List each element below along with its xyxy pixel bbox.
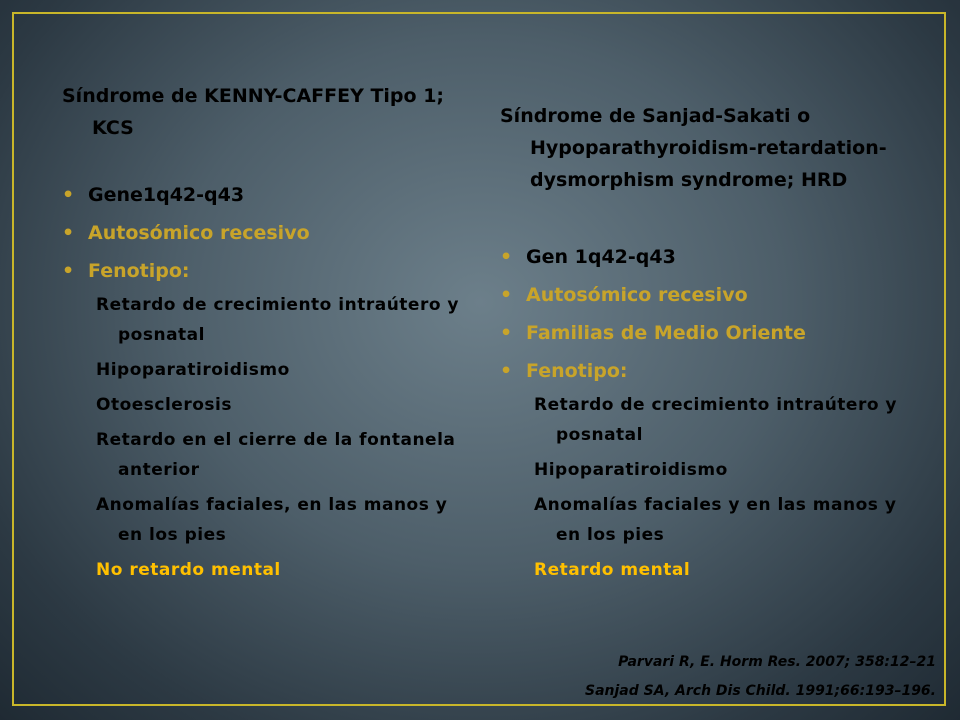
left-bullet-gene: • Gene1q42-q43 <box>62 176 462 214</box>
right-phenotype-item: Retardo de crecimiento intraútero y posnatal <box>534 395 898 445</box>
left-phenotype-item: Otoesclerosis <box>96 395 232 415</box>
left-bullet-phenotype: • Fenotipo: <box>62 252 462 290</box>
right-phenotype-item: Anomalías faciales y en las manos y en los pies <box>534 495 897 545</box>
right-bullet-families: • Familias de Medio Oriente <box>500 314 910 352</box>
right-bullet-gene: • Gen 1q42-q43 <box>500 238 910 276</box>
references <box>585 648 936 706</box>
left-phenotype-item: Hipoparatiroidismo <box>96 360 290 380</box>
left-phenotype-highlight: No retardo mental <box>96 560 281 580</box>
right-phenotype-item: Hipoparatiroidismo <box>534 460 728 480</box>
left-phenotype-item: Anomalías faciales, en las manos y en los pies <box>96 495 448 545</box>
right-bullet-list <box>500 238 910 390</box>
left-column <box>62 80 462 590</box>
reference-item: Parvari R, E. Horm Res. 2007; 358:12–21 <box>618 654 936 670</box>
right-title: Síndrome de Sanjad-Sakati o Hypoparathyroidism-retardation-dysmorphism syndrome; HRD <box>500 105 887 191</box>
right-bullet-phenotype: • Fenotipo: <box>500 352 910 390</box>
left-phenotype-item: Retardo en el cierre de la fontanela anterior <box>96 430 456 480</box>
right-column <box>500 100 910 590</box>
right-phenotype-highlight: Retardo mental <box>534 560 691 580</box>
left-title: Síndrome de KENNY-CAFFEY Tipo 1; KCS <box>62 85 445 139</box>
left-phenotype-item: Retardo de crecimiento intraútero y posnatal <box>96 295 460 345</box>
left-bullet-inheritance: • Autosómico recesivo <box>62 214 462 252</box>
left-bullet-list <box>62 176 462 290</box>
right-bullet-inheritance: • Autosómico recesivo <box>500 276 910 314</box>
reference-item: Sanjad SA, Arch Dis Child. 1991;66:193–196. <box>585 683 936 699</box>
